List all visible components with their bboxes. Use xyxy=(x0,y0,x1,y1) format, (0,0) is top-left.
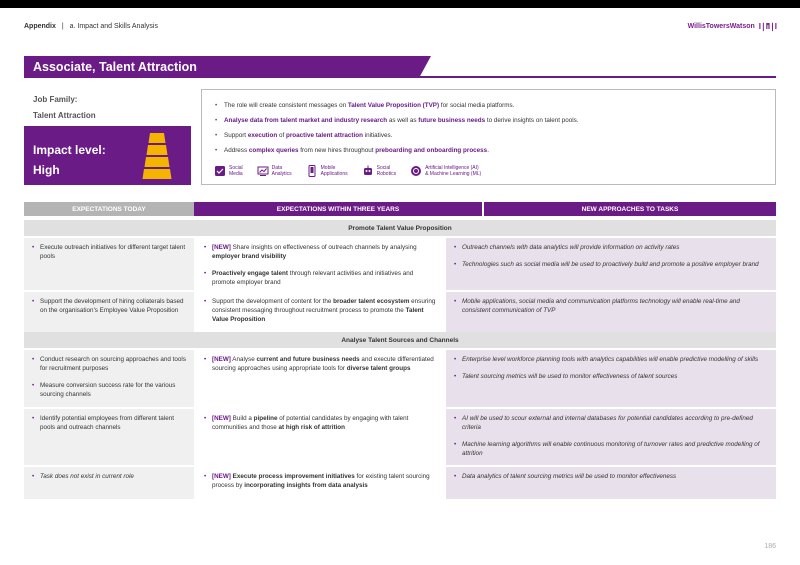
cell-expectations-three-years xyxy=(196,467,444,499)
technology-icon-label-line: Applications xyxy=(320,171,348,177)
text-run: diverse talent groups xyxy=(346,365,411,372)
page-title: Associate, Talent Attraction xyxy=(33,60,197,74)
text-run: incorporating insights from data analysis xyxy=(244,482,368,489)
table-section-header: Analyse Talent Sources and Channels xyxy=(24,332,776,348)
social-robotics-icon xyxy=(362,165,374,177)
job-family-label: Job Family: xyxy=(33,95,78,104)
highlight-text: complex queries xyxy=(248,147,299,154)
text-run: at high risk of attrition xyxy=(278,424,345,431)
cell-new-approaches xyxy=(446,467,776,499)
list-item: • Data analytics of talent sourcing metrics will be used to monitor effectiveness xyxy=(454,472,768,481)
text-run: employer brand visibility xyxy=(212,253,287,260)
role-summary-item xyxy=(215,113,579,128)
technology-icon-label-line: Social xyxy=(229,165,243,171)
text-run: ensuring consistent messaging throughout recruitment process to promote the xyxy=(212,298,436,314)
text-run: Support xyxy=(224,132,248,139)
role-summary-item xyxy=(215,128,579,143)
list-item: • Conduct research on sourcing approaches and tools for recruitment purposes xyxy=(32,355,186,373)
text-run: through relevant activities and initiatives and promote employer brand xyxy=(212,270,414,286)
technology-icon-item xyxy=(306,165,348,177)
text-run: Execute process improvement initiatives xyxy=(232,473,355,480)
highlight-text: future business needs xyxy=(418,117,486,124)
role-summary-list xyxy=(215,98,579,158)
new-tag: [NEW] xyxy=(212,473,231,480)
title-banner-rule xyxy=(24,76,776,78)
mobile-applications-icon xyxy=(306,165,318,177)
list-item xyxy=(204,355,436,373)
table-row xyxy=(24,350,776,407)
list-item: • Support the development of hiring collaterals based on the organisation's Employee Value Proposition xyxy=(32,297,186,315)
technology-icon-item xyxy=(410,165,481,177)
list-item: • Task does not exist in current role xyxy=(32,472,186,481)
list-item: • Measure conversion success rate for the various sourcing channels xyxy=(32,381,186,399)
header-expectations-three-years: EXPECTATIONS WITHIN THREE YEARS xyxy=(194,202,482,216)
text-run: Analyse xyxy=(230,356,257,363)
text-run: broader talent ecosystem xyxy=(333,298,410,305)
technology-icon-label-line: Mobile xyxy=(320,165,336,171)
list-item: • Identify potential employees from different talent pools and outreach channels xyxy=(32,414,186,432)
role-summary-box xyxy=(201,89,776,185)
technology-icon-label-line: Artificial Intelligence (AI) xyxy=(425,165,479,171)
list-item: • Machine learning algorithms will enable continuous monitoring of turnover rates and predictive modelling of attrition xyxy=(454,440,768,458)
cell-new-approaches xyxy=(446,238,776,290)
list-item: • AI will be used to scour external and internal databases for potential candidates according to pre-defined criteria xyxy=(454,414,768,432)
data-analytics-icon xyxy=(257,165,269,177)
text-run: of potential candidates by engaging with talent communities and those xyxy=(212,415,409,431)
technology-icon-label-line: Robotics xyxy=(376,171,397,177)
list-item xyxy=(204,297,436,324)
breadcrumb-separator: | xyxy=(61,23,64,30)
cell-expectations-three-years xyxy=(196,350,444,407)
logo-text: WillisTowersWatson xyxy=(687,23,755,30)
text-run: . xyxy=(487,147,489,154)
ai-ml-icon xyxy=(410,165,422,177)
breadcrumb-page: a. Impact and Skills Analysis xyxy=(69,23,158,30)
text-run: Support the development of content for the xyxy=(212,298,334,305)
logo-mark-icon: I❘I'I❘I xyxy=(758,22,776,31)
cell-expectations-today xyxy=(24,467,194,499)
highlight-text: execution xyxy=(247,132,278,139)
new-tag: [NEW] xyxy=(212,415,231,422)
text-run: to derive insights on talent pools. xyxy=(485,117,579,124)
table-row xyxy=(24,238,776,290)
role-summary-item xyxy=(215,143,579,158)
cell-expectations-today xyxy=(24,238,194,290)
text-run: Talent Value Proposition xyxy=(212,307,424,323)
header-new-approaches: NEW APPROACHES TO TASKS xyxy=(484,202,776,216)
technology-icon-label-line: Data xyxy=(271,165,283,171)
technology-icon-label xyxy=(377,165,396,177)
technology-icons xyxy=(214,165,495,177)
list-item: • Enterprise level workforce planning tools with analytics capabilities will enable predictive modelling of skills xyxy=(454,355,768,364)
text-run: Proactively engage talent xyxy=(212,270,288,277)
highlight-text: preboarding and onboarding process xyxy=(375,147,488,154)
highlight-text: Analyse data from talent market and industry research xyxy=(224,117,388,124)
job-family xyxy=(33,92,96,124)
cell-expectations-three-years xyxy=(196,409,444,465)
cell-expectations-today xyxy=(24,292,194,332)
technology-icon-label-line: Analytics xyxy=(271,171,292,177)
cell-expectations-three-years xyxy=(196,238,444,290)
impact-level-box xyxy=(24,126,191,185)
job-family-value: Talent Attraction xyxy=(33,111,96,120)
text-run: Address xyxy=(224,147,249,154)
technology-icon-item xyxy=(257,165,292,177)
cell-new-approaches xyxy=(446,409,776,465)
cell-new-approaches xyxy=(446,350,776,407)
technology-icon-label-line: Media xyxy=(229,171,243,177)
text-run: The role will create consistent messages on xyxy=(224,102,348,109)
table-row xyxy=(24,292,776,332)
highlight-text: Talent Value Proposition (TVP) xyxy=(347,102,440,109)
technology-icon-item xyxy=(362,165,396,177)
list-item: • Technologies such as social media will be used to proactively build and promote a positive employer brand xyxy=(454,260,768,269)
list-item: • Outreach channels with data analytics will provide information on activity rates xyxy=(454,243,768,252)
list-item: • Mobile applications, social media and communication platforms technology will enable real-time and consistent communication of TVP xyxy=(454,297,768,315)
breadcrumb xyxy=(24,23,158,30)
impact-level-value: High xyxy=(33,163,60,177)
top-bar xyxy=(0,0,800,8)
cell-expectations-today xyxy=(24,409,194,465)
company-logo xyxy=(688,22,776,31)
impact-pyramid-icon xyxy=(132,133,182,179)
cell-expectations-three-years xyxy=(196,292,444,332)
list-item xyxy=(204,243,436,261)
table-row xyxy=(24,467,776,499)
cell-expectations-today xyxy=(24,350,194,407)
text-run: and execute differentiated sourcing approaches using appropriate tools for xyxy=(212,356,434,372)
text-run: Share insights on effectiveness of outreach channels by analysing xyxy=(230,244,417,251)
social-media-icon xyxy=(214,165,226,177)
page-number: 186 xyxy=(764,543,776,550)
technology-icon-label xyxy=(425,165,481,177)
list-item: • Talent sourcing metrics will be used to monitor effectiveness of talent sources xyxy=(454,372,768,381)
technology-icon-label-line: Social xyxy=(376,165,391,171)
text-run: initiatives. xyxy=(362,132,393,139)
highlight-text: proactive talent attraction xyxy=(285,132,363,139)
technology-icon-label-line: & Machine Learning (ML) xyxy=(425,171,482,177)
text-run: for existing talent sourcing process by xyxy=(212,473,430,489)
list-item: • Execute outreach initiatives for different target talent pools xyxy=(32,243,186,261)
technology-icon-label xyxy=(321,165,348,177)
text-run: of xyxy=(277,132,286,139)
new-tag: [NEW] xyxy=(212,356,231,363)
table-row xyxy=(24,409,776,465)
text-run: for social media platforms. xyxy=(439,102,515,109)
table-section-header: Promote Talent Value Proposition xyxy=(24,220,776,236)
role-summary-item xyxy=(215,98,579,113)
text-run: Build a xyxy=(230,415,254,422)
text-run: pipeline xyxy=(253,415,278,422)
technology-icon-label xyxy=(229,165,243,177)
text-run: as well as xyxy=(387,117,419,124)
cell-new-approaches xyxy=(446,292,776,332)
breadcrumb-section: Appendix xyxy=(24,23,56,30)
text-run: current and future business needs xyxy=(256,356,360,363)
technology-icon-item xyxy=(214,165,243,177)
new-tag: [NEW] xyxy=(212,244,231,251)
list-item xyxy=(204,269,436,287)
impact-level-label: Impact level: xyxy=(33,143,106,157)
header-expectations-today: EXPECTATIONS TODAY xyxy=(24,202,194,216)
text-run: from new hires throughout xyxy=(298,147,376,154)
technology-icon-label xyxy=(272,165,292,177)
list-item xyxy=(204,414,436,432)
list-item xyxy=(204,472,436,490)
